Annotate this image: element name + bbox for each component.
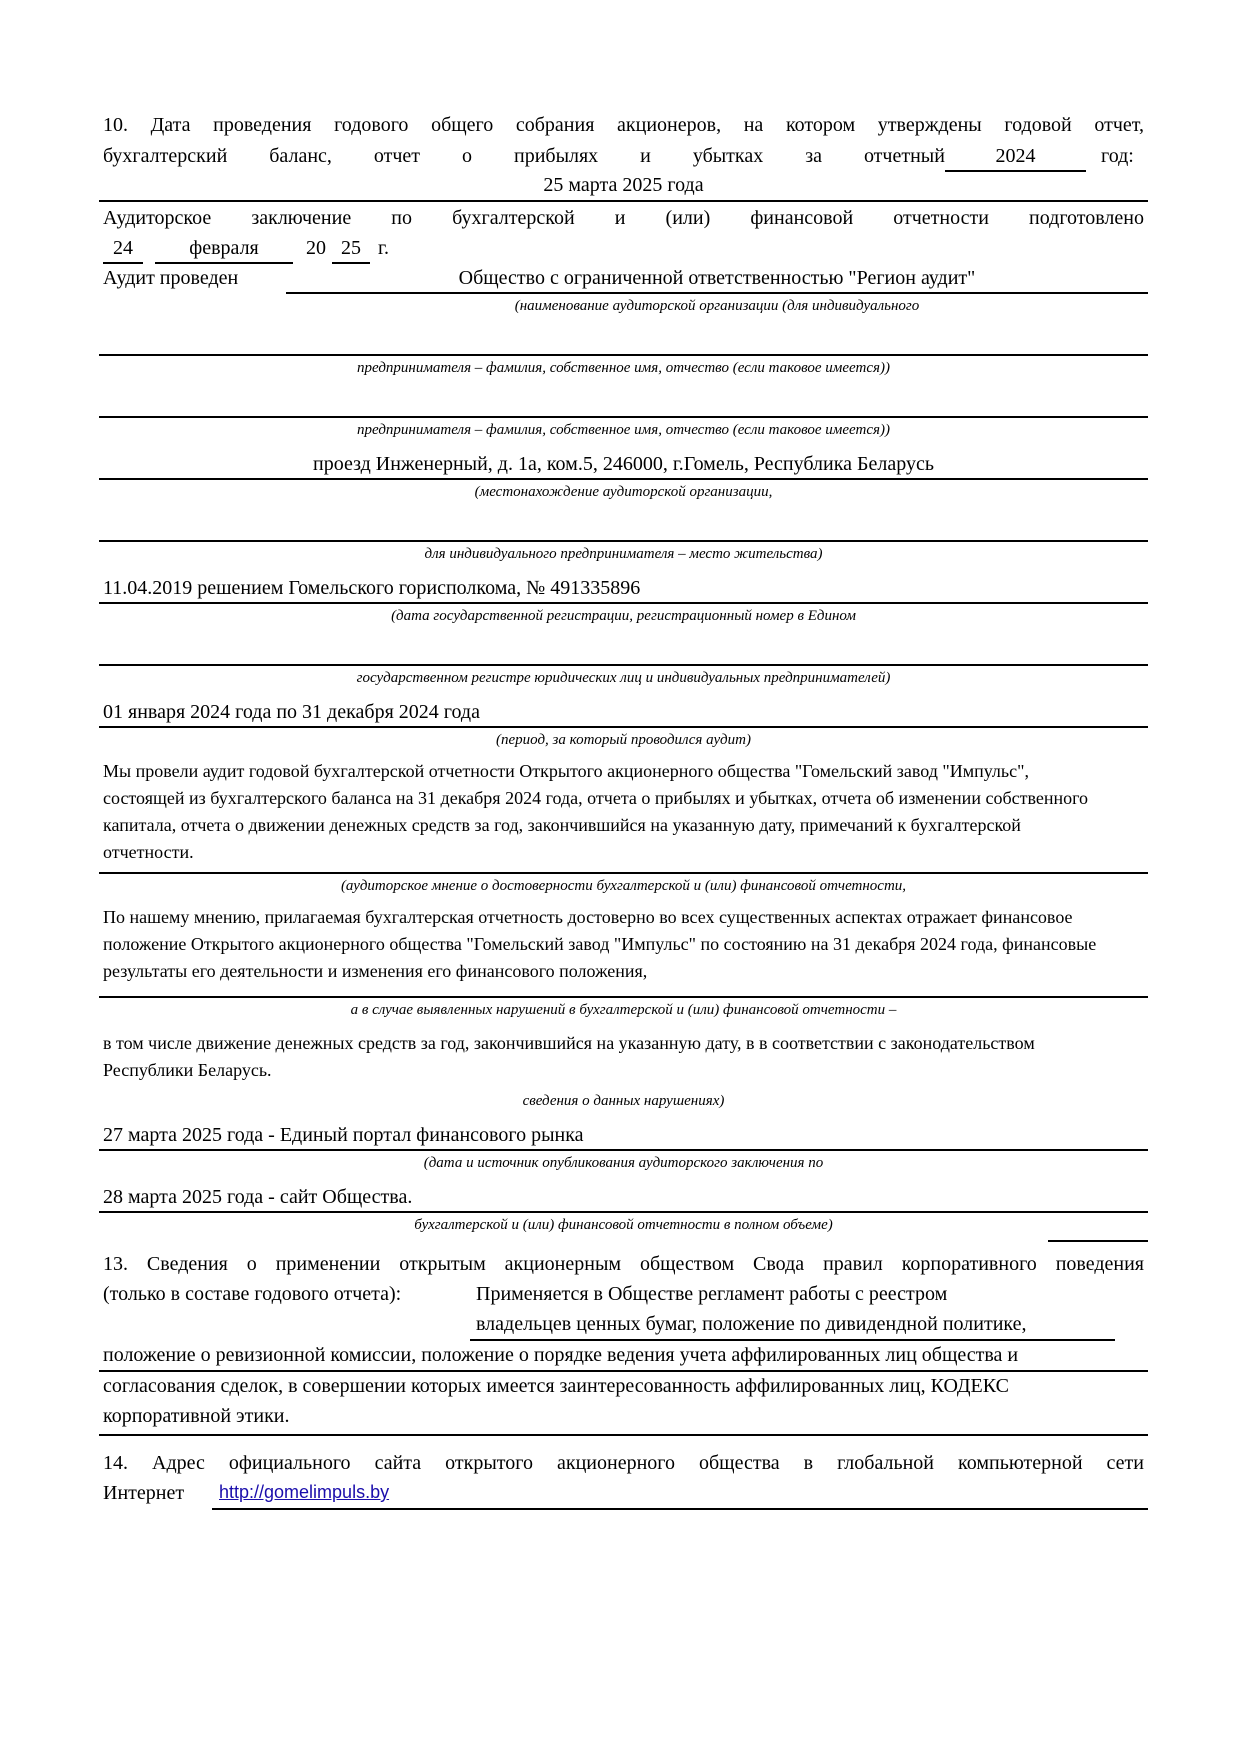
underline (99, 872, 1148, 874)
s14-label: Интернет (103, 1482, 185, 1504)
underline (99, 1211, 1148, 1213)
audit-conclusion-line: Аудиторское заключение по бухгалтерской и (или) финансовой отчетности подготовлено (103, 207, 1144, 229)
s10-line2-word: баланс, (269, 145, 332, 167)
s10-line1: 10. Дата проведения годового общего собрания акционеров, на котором утверждены годовой отчет, (103, 114, 1144, 136)
caption-auditor-name: (наименование аудиторской организации (для индивидуального (514, 298, 920, 314)
auditor-address: проезд Инженерный, д. 1а, ком.5, 246000, г.Гомель, Республика Беларусь (313, 453, 934, 475)
underline (99, 602, 1148, 604)
s14-line1: 14. Адрес официального сайта открытого акционерного общества в глобальной компьютерной сети (103, 1452, 1144, 1474)
underline (99, 996, 1148, 998)
audit-year-letter: г. (378, 237, 389, 259)
auditor-name: Общество с ограниченной ответственностью "Регион аудит" (458, 267, 976, 289)
registration-info: 11.04.2019 решением Гомельского горисполкома, № 491335896 (103, 577, 641, 599)
audit-year-digits: 25 (341, 237, 361, 259)
s13-label: (только в составе годового отчета): (103, 1283, 402, 1305)
caption-residence: для индивидуального предпринимателя – место жительства) (424, 546, 823, 562)
s10-line2-word: отчетный (863, 145, 945, 167)
caption-publication-full: бухгалтерской и (или) финансовой отчетности в полном объеме) (414, 1217, 833, 1233)
s10-line2-word: и (640, 145, 651, 167)
caption-address: (местонахождение аудиторской организации, (474, 484, 773, 500)
underline (99, 726, 1148, 728)
audit-day: 24 (113, 237, 133, 259)
publication-2: 28 марта 2025 года - сайт Общества. (103, 1186, 413, 1208)
s10-line2-word: отчет (373, 145, 421, 167)
s13-value-5: корпоративной этики. (103, 1405, 290, 1427)
audit-scope: Мы провели аудит годовой бухгалтерской отчетности Открытого акционерного общества "Гомельский завод "Импульс", состоящей из бухгалтерского баланса на 31 декабря 2024 года, отчета о прибылях и убытках, отчета об изменении собственного капитала, отчета о движении денежных средств за год, закончившийся на указанную дату, примечаний к бухгалтерской отчетности. (103, 761, 1089, 862)
s10-line2 (103, 141, 945, 171)
audit-opinion: По нашему мнению, прилагаемая бухгалтерская отчетность достоверно во всех существенных аспектах отражает финансовое положение Открытого акционерного общества "Гомельский завод "Импульс" по состоянию на 31 декабря 2024 года, финансовые результаты его деятельности и изменения его финансового положения, (103, 907, 1097, 981)
s13-line1: 13. Сведения о применении открытым акционерным обществом Свода правил корпоративного поведения (103, 1253, 1144, 1275)
caption-opinion: (аудиторское мнение о достоверности бухгалтерской и (или) финансовой отчетности, (340, 878, 907, 894)
s10-line2-word: бухгалтерский (103, 145, 228, 167)
caption-violations: а в случае выявленных нарушений в бухгалтерской и (или) финансовой отчетности – (350, 1002, 897, 1018)
divider (99, 1434, 1148, 1436)
s13-value-1: Применяется в Обществе регламент работы с реестром (476, 1283, 948, 1305)
s13-value-2: владельцев ценных бумаг, положение по дивидендной политике, (476, 1313, 1027, 1335)
caption-violations-details: сведения о данных нарушениях) (522, 1093, 725, 1109)
underline (99, 416, 1148, 418)
meeting-date: 25 марта 2025 года (543, 174, 704, 196)
violations-info: в том числе движение денежных средств за год, закончившийся на указанную дату, в в соответствии с законодательством Республики Беларусь. (103, 1033, 1035, 1080)
s10-line2-word: о (462, 145, 473, 167)
caption-registration: (дата государственной регистрации, регистрационный номер в Едином (391, 608, 856, 624)
website-link[interactable]: http://gomelimpuls.by (219, 1482, 390, 1502)
caption-entrepreneur: предпринимателя – фамилия, собственное имя, отчество (если таковое имеется)) (357, 360, 890, 376)
audit-year-prefix: 20 (306, 237, 326, 259)
report-year: 2024 (995, 145, 1036, 167)
s13-value-4: согласования сделок, в совершении которых имеется заинтересованность аффилированных лиц, КОДЕКС (103, 1375, 1009, 1397)
underline (99, 1149, 1148, 1151)
divider (99, 200, 1148, 202)
s13-value-3: положение о ревизионной комиссии, положение о порядке ведения учета аффилированных лиц общества и (103, 1344, 1019, 1366)
year-suffix: год: (1101, 145, 1134, 167)
audit-period: 01 января 2024 года по 31 декабря 2024 года (103, 701, 480, 723)
caption-publication: (дата и источник опубликования аудиторского заключения по (423, 1155, 824, 1171)
underline (212, 1508, 1148, 1510)
audit-conducted-label: Аудит проведен (103, 267, 239, 289)
underline (286, 292, 1148, 294)
underline (99, 664, 1148, 666)
caption-register: государственном регистре юридических лиц и индивидуальных предпринимателей) (356, 670, 891, 686)
s10-line2-word: за (805, 145, 822, 167)
caption-period: (период, за который проводился аудит) (496, 732, 751, 748)
underline (99, 540, 1148, 542)
underline (1048, 1240, 1148, 1242)
publication-1: 27 марта 2025 года - Единый портал финансового рынка (103, 1124, 584, 1146)
underline (99, 354, 1148, 356)
audit-month: февраля (189, 237, 259, 259)
s10-line2-word: убытках (692, 145, 764, 167)
s10-line2-word: прибылях (513, 145, 599, 167)
underline (99, 478, 1148, 480)
caption-entrepreneur-2: предпринимателя – фамилия, собственное имя, отчество (если таковое имеется)) (357, 422, 890, 438)
